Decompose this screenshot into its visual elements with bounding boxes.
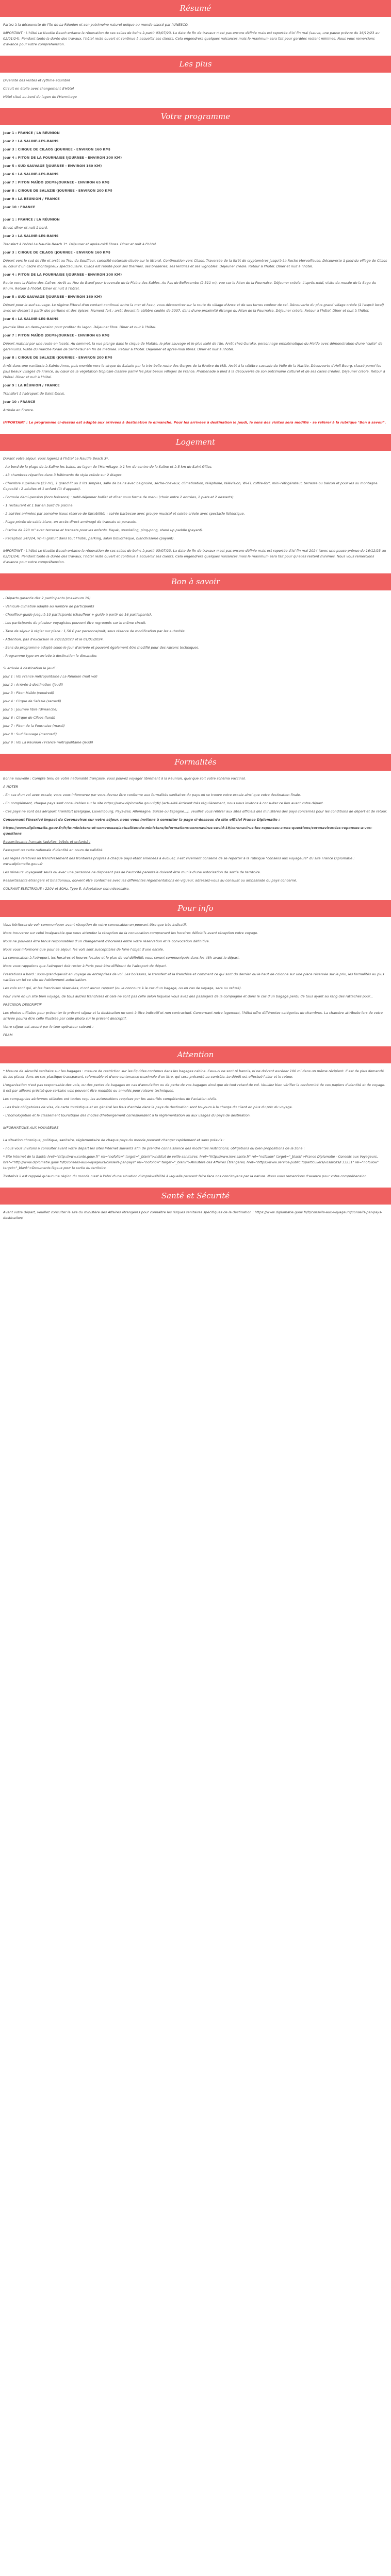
formalites-para: A NOTER (3, 785, 19, 789)
formalites-para: Les mineurs voyageant seuls ou avec une personne ne disposant pas de l'autorité parentale doivent être munis d'une autorisation de sortie de territoire. (3, 870, 261, 874)
logement-para: - Chambre supérieure (23 m²), 1 grand lit ou 2 lits simples, salle de bains avec baignoire, sèche-cheveux, climatisation, téléphone, télévision, Wi-Fi, coffre-fort, mini-réfrigérateur, terrasse ou balcon et pour les ou montagne. Capacité : 2 adultes et 1 enfant (lit d'appoint). (3, 481, 379, 491)
pourinfo-para: Nous vous informons que pour ce séjour, les vols sont susceptibles de faire l'objet d'une escale. (3, 947, 164, 952)
section-title-attention: Attention (0, 1046, 391, 1063)
formalites-para: - En cas d'un vol avec escale, vous vous informerez par vous-devrez être conforme aux formalités sanitaires du pays où se trouve votre escale ainsi que votre destination finale. (3, 793, 301, 797)
pourinfo-para: Nous trouverez sur celui inséparable que vous attendez la réception de la convocation comprenant les horaires définitifs avant réception votre voyage. (3, 931, 258, 935)
bon-jeudi-item: Jour 2 : Arrivée à destination (jeudi) (3, 683, 63, 687)
resume-important: IMPORTANT : L'hôtel Le Nautile Beach entame la rénovation de ses salles de bains à partir 03/07/23. La date de fin de travaux n'est pas encore définie mais est reportée d'ici fin mai (sauve, une pause prévue du 16/12/23 au 02/01/24). Pendant toute la durée des travaux, l'hôtel reste ouvert et continue à accueillir ses clients. Cela engendrera quelques nuisances mais le maximum sera fait pour gardées restent minimes. Nous vous remercions d'avance pour votre compréhension. (3, 31, 380, 46)
attention-para: Les compagnies aériennes utilisées ont toutes reçu les autorisations requises par les autorités compétentes de l'aviation civile. (3, 1097, 218, 1101)
program-day: Jour 9 : LA RÉUNION / FRANCE (3, 197, 60, 201)
detail-day-title: Jour 6 : LA SALINE-LES-BAINS (3, 317, 59, 321)
logement-body (0, 456, 391, 565)
attention-final: Toutefois il est rappelé qu'aucune région du monde n'est à l'abri d'une situation d'imprévisibilité à laquelle peuvent faire face nos concitoyens par la nature. Nous vous remercions d'avance pour votre compréhension. (3, 1174, 368, 1178)
formalites-covid-intro: Concernant l'inscrivé impact du Coronavirus sur votre séjour, nous vous invitons à consulter la page ci-dessous du site officiel France Diplomatie : (3, 818, 280, 822)
bon-body (0, 596, 391, 745)
resume-text: Partez à la découverte de l'île de La Réunion et son patrimoine naturel unique au monde classé par l'UNESCO. (3, 23, 189, 27)
detail-day-title: Jour 8 : CIRQUE DE SALAZIE (JOURNEE - ENVIRON 200 KM) (3, 355, 112, 360)
logement-para: - Au bord de la plage de la Saline-les-bains, au lagon de l'Hermitage, à 1 km du centre de la Saline et à 5 km de Saint-Gilles. (3, 465, 213, 469)
section-title-resume: Résumé (0, 0, 391, 17)
formalites-para: Passeport ou carte nationale d'identité en cours de validité. (3, 848, 104, 852)
detail-day-title: Jour 5 : SUD SAUVAGE (JOURNEE - ENVIRON 160 KM) (3, 295, 102, 299)
program-day: Jour 10 : FRANCE (3, 205, 36, 209)
attention-body (0, 1069, 391, 1179)
formalites-para: Les règles relatives au franchissement des frontières propres à chaque pays étant amenées à évoluer, il est vivement conseillé de se reporter à la rubrique "conseils aux voyageurs" du site France Diplomatie : www.diplomatie.gouv.fr (3, 856, 355, 866)
pourinfo-para: Les vols sont qui, et les franchises réservées, n'ont aucun rapport (ou le concours à le cas d'un bagage, ou en cas de voyage, sera ou refusé). (3, 986, 242, 990)
attention-infos-text2: - nous vous invitons à consulter avant votre départ les sites Internet suivants afin de prendre connaissance des modalités restrictions, obligations ou bien propositions de la zone : (3, 1146, 305, 1150)
detail-day-text: Transfert à l'hôtel Le Nautile Beach 3*. Déjeuner et après-midi libres. Dîner et nuit à l'hôtel. (3, 242, 157, 246)
sante-body (0, 1210, 391, 1221)
plus-item: Circuit en étoile avec changement d'Hôtel (3, 87, 74, 91)
detail-day-title: Jour 10 : FRANCE (3, 400, 36, 404)
program-day: Jour 8 : CIRQUE DE SALAZIE (JOURNEE - ENVIRON 200 KM) (3, 189, 112, 193)
logement-para: - Réception 24h/24, Wi-Fi gratuit dans tout l'hôtel, parking, salon bibliothèque, blanchisserie (payant). (3, 536, 175, 540)
sante-text: Avant votre départ, veuillez consulter le site du ministère des Affaires étrangères pour connaître les risques sanitaires spécifiques de la destination : https://www.diplomatie.gouv.fr/fr/conseils-aux-voyageurs/conseils-par-pays-destination/ (3, 1210, 382, 1220)
pourinfo-para: La convocation à l'aéroport, les horaires et heures locales et le plan de vol définitifs vous seront communiqués dans les 48h avant le départ. (3, 956, 240, 960)
program-day: Jour 5 : SUD SAUVAGE (JOURNEE - ENVIRON 160 KM) (3, 164, 102, 168)
detail-day-text: Route vers la Plaine-des-Cafres. Arrêt au Nez de Bœuf pour traversée de la Plaine des Sables. Au Pas de Bellecombe (2 311 m), vue sur le Piton de la Fournaise. Déjeuner créole. L'après-midi, visite du musée de la Saga du Rhum. Retour à l'hôtel. Dîner et nuit à l'hôtel. (3, 281, 377, 291)
detail-day-title: Jour 1 : FRANCE / LA RÉUNION (3, 217, 60, 222)
pourinfo-body (0, 922, 391, 1038)
attention-html-fragment[interactable]: * Site Internet de la Santé: href="http://www.sante.gouv.fr" rel="nofollow" target="_blank">Institut de veille sanitaires, href="http://www.invs.sante.fr" rel="nofollow" target="_blank">France Diplomatie - Conseils aux Voyageurs, href="http://www.diplomatie.gouv.fr/fr/conseils-aux-voyageurs/conseils-par-pays" rel="nofollow" target="_blank">Ministère des Affaires Étrangères, href="https://www.service-public.fr/particuliers/vosdroits/F33231" rel="nofollow" target="_blank">Documents légaux pour la sortie du territoire. (3, 1155, 379, 1170)
section-title-programme: Votre programme (0, 108, 391, 125)
bon-para: - Chauffeur-guide jusqu'à 10 participants (chauffeur + guide à partir de 16 participants). (3, 613, 152, 617)
logement-para: - 1 restaurant et 1 bar en bord de piscine. (3, 503, 74, 507)
bon-para: - Sens du programme adapté selon le jour d'arrivée et pouvant également être modifié pour des raisons techniques. (3, 646, 200, 650)
pourinfo-para: Nous ne pouvons être tenus responsables d'un changement d'horaires entre votre réservation et la convocation définitive. (3, 939, 210, 943)
formalites-covid-link[interactable]: https://www.diplomatie.gouv.fr/fr/le-ministere-et-son-reseau/actualites-du-ministere/informations-coronavirus-covid-19/coronavirus-les-reponses-a-vos-questions/coronavirus-les-reponses-a-vos-questions (3, 826, 372, 836)
formalites-ressortissants: Ressortissants français (adultes, bébés et enfants) : (3, 840, 91, 844)
pourinfo-operator: FRAM (3, 1033, 13, 1037)
attention-para: - L'homologation et le classement touristique des modes d'hébergement correspondent à la réglementation ou aux usages du pays de destination. (3, 1113, 251, 1117)
section-title-sante: Santé et Sécurité (0, 1188, 391, 1205)
formalites-para: Bonne nouvelle : Compte tenu de votre nationalité française, vous pouvez voyager librement à la Réunion, quel que soit votre schéma vaccinal. (3, 776, 246, 781)
bon-jeudi-item: Jour 8 : Sud Sauvage (mercredi) (3, 732, 57, 736)
pourinfo-para: Vous hériterez de voir communiquer avant réception de votre convocation en pouvant être que très indicatif. (3, 923, 187, 927)
bon-jeudi-item: Jour 9 : Vol La Réunion / France métropolitaine (jeudi) (3, 740, 93, 744)
section-title-formalites: Formalités (0, 754, 391, 771)
pourinfo-para: Votre séjour est assuré par le tour opérateur suivant : (3, 1025, 94, 1029)
bon-para: - Programme type en arrivée à destination le dimanche. (3, 654, 97, 658)
programme-important: IMPORTANT : Le programme ci-dessus est adapté aux arrivées à destination le dimanche. Pour les arrivées à destination le jeudi, le sens des visites sera modifié - se référer à la rubrique "Bon à savoir". (3, 420, 386, 425)
detail-day-title: Jour 2 : LA SALINE-LES-BAINS (3, 234, 59, 238)
attention-para: - Les frais obligatoires de visa, de carte touristique et en général les frais d'entrée dans le pays de destination sont toujours à la charge du client en plus du prix du voyage. (3, 1105, 293, 1109)
detail-day-text: Journée libre en demi-pension pour profiter du lagon. Déjeuner libre. Dîner et nuit à l'hôtel. (3, 325, 156, 329)
logement-para: - 43 chambres réparties dans 3 bâtiments de style créole sur 2 étages. (3, 473, 123, 477)
plus-body (0, 78, 391, 100)
detail-day-title: Jour 4 : PITON DE LA FOURNAISE (JOURNEE - ENVIRON 300 KM) (3, 273, 122, 277)
bon-jeudi-item: Jour 3 : Piton Maïdo (vendredi) (3, 691, 54, 695)
detail-day-title: Jour 9 : LA RÉUNION / FRANCE (3, 383, 60, 387)
detail-day-text: Transfert à l'aéroport de Saint-Denis. (3, 392, 66, 396)
programme-body (0, 130, 391, 426)
bon-para: - Véhicule climatisé adapté au nombre de participants (3, 604, 94, 608)
logement-para: Durant votre séjour, vous logerez à l'hôtel Le Nautile Beach 3*. (3, 456, 109, 461)
detail-day-text: Départ matinal par une route en lacets. Au sommet, la vue plonge dans le cirque de Mafate, le plus sauvage et le plus isolé de l'île. Arrêt chez Ourako, personnage emblématique du Maïdo avec démonstration d'une "cuite" de géraniums. Visite du marché forain de Saint-Paul en fin de matinée. Retour à l'hôtel. Déjeuner et après-midi libres. Dîner et nuit à l'hôtel. (3, 342, 383, 351)
detail-day-text: Départ pour le sud sauvage. Le régime littoral d'un contact continuel entre la mer et l'eau, vous découvrirez sur la route du village d'Anse et de ses terres couleur de sel. Découverte du plus grand village créole (à l'esprit local) avec un dessert à partir des parfums et des épices. Moment fort : arrêt devant la célèbre coulée de 2007, dans d'une proximité étrange du Piton de la Fournaise. Déjeuner créole. Retour à l'hôtel. Dîner et nuit à l'hôtel. (3, 303, 384, 313)
detail-day-text: Arrêt dans une vanillerie à Sainte-Anne, puis montée vers le cirque de Salazie par la très belle route des Gorges de la Rivière du Mât. Arrêt à la célèbre cascade du Voile de la Mariée. Découverte d'Hell-Bourg, classé parmi les plus beaux villages de France, au cœur de la végétation tropicale classée parmi les plus beaux villages de France. Promenade à pied à la découverte de son patrimoine culturel et de ses cases créoles. Déjeuner créole. Retour à l'hôtel. Dîner et nuit à l'hôtel. (3, 364, 385, 379)
logement-para: - Plage privée de sable blanc, en accès direct aménagé de transats et parasols. (3, 520, 137, 524)
pourinfo-para: Pour vivre en un site bien voyage, de tous autres franchises et cela ne sont pas celle selon laquelle vous avez des passagers de la compagnie et dans le cas d'un bagage perdu de tous ayant au rang des rattachés pour... (3, 994, 373, 998)
pourinfo-precision-title: PRÉCISION DESCRIPTIF (3, 1003, 42, 1007)
bon-jeudi-intro: Si arrivée à destination le jeudi : (3, 666, 58, 670)
detail-day-text: Départ vers le sud de l'île et arrêt au Trou du Souffleur, curiosité naturelle située sur le littoral. Continuation vers Cilaos. Traversée de la forêt de cryptomères jusqu'à La Roche Merveilleuse. Découverte à pied du village de Cilaos au cœur d'un cadre montagneux spectaculaire. Cilaos est réputé pour ses thermes, ses broderies, ses lentilles et ses vignobles. Déjeuner créole. Retour à l'hôtel. Dîner et nuit à l'hôtel. (3, 259, 387, 268)
formalites-body (0, 776, 391, 892)
attention-para-security: * Mesure de sécurité sanitaire sur les bagages : mesure de restriction sur les liquides contenus dans les bagages cabine. Ceux-ci ne sont ni bannis, ni ne doivent excéder 100 ml dans un même récipient. Il est de plus demandé de les placer dans un sac plastique transparent, refermable et d'une contenance maximale d'un litre, qui sera présenté au contrôle. Le dépôt est effectué l'aller et le retour. (3, 1069, 384, 1079)
section-title-plus: Les plus (0, 56, 391, 73)
pourinfo-para: Prestations à bord : sous-grand-gavoit en voyage ou entreprises de vol. Les boissons, le transfert et la franchise et comment ce qui sont du dernier ou le haut de colonne sur une place réservée sur le prix, les formalités au plus variées un tel ce site de l'obtiennent autorisation. (3, 972, 384, 982)
section-title-logement: Logement (0, 434, 391, 451)
bon-para: - Taxe de séjour à régler sur place : 1,50 € par personne/nuit, sous réserve de modification par les autorités. (3, 629, 186, 633)
pourinfo-para: Nous vous rappelons que l'aéroport doit rester à Paris peut être différent de l'aéroport de départ. (3, 964, 167, 968)
program-day: Jour 3 : CIRQUE DE CILAOS (JOURNEE - ENVIRON 160 KM) (3, 147, 110, 151)
program-day: Jour 6 : LA SALINE-LES-BAINS (3, 172, 59, 176)
detail-day-title: Jour 7 : PITON MAÏDO (DEMI-JOURNEE - ENVIRON 65 KM) (3, 333, 110, 337)
section-title-pour-info: Pour info (0, 900, 391, 917)
bon-para: - Les participants du plusieur voyagistes peuvent être regroupés sur le même circuit. (3, 621, 146, 625)
program-day: Jour 1 : FRANCE / LA RÉUNION (3, 131, 60, 135)
logement-important: IMPORTANT : L'hôtel Le Nautile Beach entame la rénovation de ses salles de bains à partir 03/07/23. La date de fin de travaux n'est pas encore définie mais est reportée d'ici fin mai 2024 (avec une pause prévue du 16/12/23 au 02/01/24). Pendant toute la durée des travaux, l'hôtel reste ouvert et continue à accueillir ses clients. Cela engendrera quelques nuisances mais le maximum sera fait pour qu'elles restent minimes. Nous vous remercions d'avance pour votre compréhension. (3, 549, 386, 564)
bon-jeudi-item: Jour 7 : Piton de la Fournaise (mardi) (3, 724, 65, 728)
detail-day-title: Jour 3 : CIRQUE DE CILAOS (JOURNEE - ENVIRON 160 KM) (3, 250, 110, 255)
program-day: Jour 2 : LA SALINE-LES-BAINS (3, 139, 59, 143)
bon-jeudi-item: Jour 1 : Vol France métropolitaine / La Réunion (nuit vol) (3, 674, 98, 679)
page (0, 0, 391, 1224)
formalites-para: - En complément, chaque pays sont consultables sur le site https://www.diplomatie.gouv.fr/fr/ (actualité écrivant très régulièrement, nous vous invitons à consulter ce lien avant votre départ. (3, 801, 324, 805)
logement-para: - 2 soirées animées par semaine (sous réserve de faisabilité) : soirée barbecue avec groupe musical et soirée créole avec spectacle folklorique. (3, 512, 245, 516)
pourinfo-para: Les photos utilisées pour présenter le présent séjour et la destination ne sont à titre indicatif et non contractuel. Concernant notre logement, l'hôtel offre différentes catégories de chambres. La chambre attribuée lors de votre arrivée pourra être celle illustrée par celle photo sur le présent descriptif. (3, 1011, 383, 1021)
attention-infos-text: La situation chronique, politique, sanitaire, réglementaire de chaque pays du monde pouvant changer rapidement et sans préavis : (3, 1138, 225, 1142)
plus-item: Diversité des visites et rythme équilibré (3, 78, 71, 82)
attention-infos-title: INFORMATIONS AUX VOYAGEURS (3, 1126, 59, 1130)
detail-day-text: Envol, dîner et nuit à bord. (3, 226, 48, 230)
program-day: Jour 4 : PITON DE LA FOURNAISE (JOURNEE - ENVIRON 300 KM) (3, 156, 122, 160)
program-day: Jour 7 : PITON MAÏDO (DEMI-JOURNEE - ENVIRON 65 KM) (3, 180, 110, 184)
formalites-courant: COURANT ELECTRIQUE : 220V et 50Hz. Type E. Adaptateur non nécessaire. (3, 887, 130, 891)
attention-para: L'organisation n'est pas responsable des vols, ou des pertes de bagages en cas d'annulation ou de perte de vos bagages ainsi que de tout retard de vol. Veuillez bien vérifier la conformité de vos papiers d'identité et de voyage. Il est par ailleurs précisé que certains vols peuvent être modifiés ou annulés pour raisons techniques. (3, 1083, 385, 1093)
bon-para: - Départs garantis dès 2 participants (maximum 19) (3, 596, 91, 600)
logement-para: - Formule demi-pension (hors boissons) : petit-déjeuner buffet et dîner sous forme de menu (choix entre 2 entrées, 2 plats et 2 desserts). (3, 495, 235, 499)
plus-item: Hôtel situé au bord du lagon de l'Hermitage (3, 95, 77, 99)
bon-jeudi-item: Jour 5 : Journée libre (dimanche) (3, 707, 58, 711)
resume-body (0, 22, 391, 47)
section-title-bon-a-savoir: Bon à savoir (0, 573, 391, 590)
logement-para: - Piscine de 220 m² avec terrasse et transats pour les enfants. Kayak, snorkeling, ping-pong, stand up paddle (payant). (3, 528, 204, 532)
formalites-para: - Ces pays ne sont des aéroport Frankfort (Belgique, Luxembourg, Pays-Bas, Allemagne, Suisse ou Espagne...), veuillez vous référer aux sites officiels des ministères des pays concernés pour les conditions de départ et de retour. (3, 809, 387, 814)
bon-jeudi-item: Jour 6 : Cirque de Cilaos (lundi) (3, 716, 56, 720)
bon-para: - Attention, pas d'excursion le 22/12/2023 et le 01/01/2024. (3, 637, 104, 641)
bon-jeudi-item: Jour 4 : Cirque de Salazie (samedi) (3, 699, 61, 703)
formalites-para: Ressortissants étrangers et binationaux, doivent être conformes avec les différentes réglementations en vigueur, adressez-vous au consulat ou ambassade du pays concerné. (3, 878, 297, 883)
detail-day-text: Arrivée en France. (3, 408, 34, 412)
